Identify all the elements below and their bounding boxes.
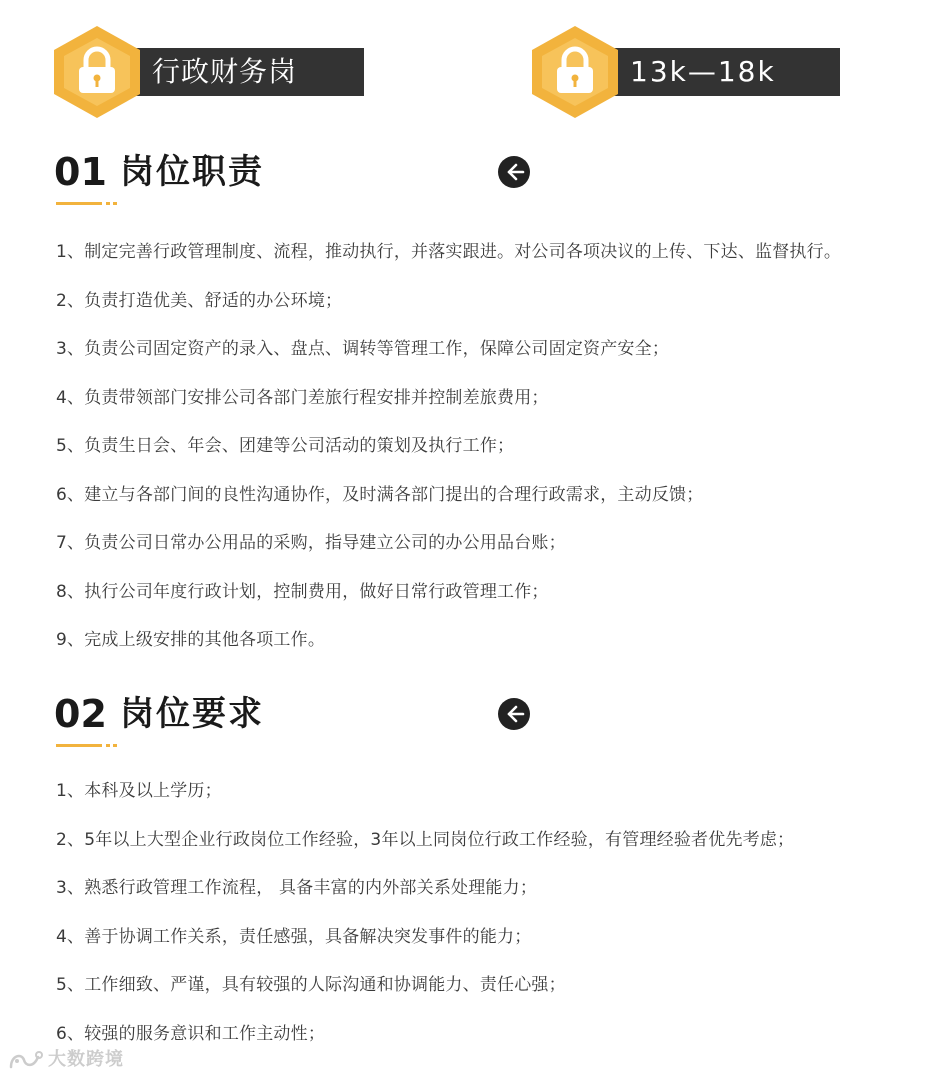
watermark-logo-icon [8,1049,44,1071]
list-item: 3、负责公司固定资产的录入、盘点、调转等管理工作，保障公司固定资产安全； [56,339,670,359]
job-title: 行政财务岗 [132,48,364,96]
list-item: 2、负责打造优美、舒适的办公环境； [56,290,343,311]
arrow-left-circle-icon [498,698,530,730]
list-item: 6、较强的服务意识和工作主动性； [56,1023,326,1044]
section-title: 岗位职责 [120,152,264,192]
section-number: 02 [54,692,107,736]
section-number: 01 [54,150,107,194]
list-item: 8、执行公司年度行政计划，控制费用，做好日常行政管理工作； [56,581,549,602]
section-underline [56,744,102,747]
list-item: 1、本科及以上学历； [56,781,222,801]
list-item: 5、负责生日会、年会、团建等公司活动的策划及执行工作； [56,436,515,456]
list-item: 4、善于协调工作关系，责任感强，具备解决突发事件的能力； [56,926,532,947]
section-heading-requirements [54,692,554,752]
list-item: 1、制定完善行政管理制度、流程，推动执行，并落实跟进。对公司各项决议的上传、下达、监督执行。 [56,242,842,262]
list-item: 7、负责公司日常办公用品的采购，指导建立公司的办公用品台账； [56,533,566,553]
requirements-list [56,779,926,1070]
section-underline [56,202,102,205]
section-title: 岗位要求 [120,694,264,734]
watermark [8,1047,148,1075]
responsibilities-list [56,240,926,677]
list-item: 5、工作细致、严谨，具有较强的人际沟通和协调能力、责任心强； [56,975,566,995]
list-item: 6、建立与各部门间的良性沟通协作，及时满各部门提出的合理行政需求，主动反馈； [56,484,704,505]
salary-badge [530,24,840,120]
underline-dot [113,744,117,747]
list-item: 4、负责带领部门安排公司各部门差旅行程安排并控制差旅费用； [56,387,549,408]
list-item: 9、完成上级安排的其他各项工作。 [56,630,326,650]
list-item: 2、5年以上大型企业行政岗位工作经验，3年以上同岗位行政工作经验，有管理经验者优先考虑； [56,829,795,850]
salary: 13k—18k [610,48,840,96]
job-title-badge [52,24,364,120]
list-item: 3、熟悉行政管理工作流程， 具备丰富的内外部关系处理能力； [56,878,538,898]
watermark-text: 大数跨境 [48,1049,124,1070]
lock-icon [530,24,620,120]
section-heading-responsibilities [54,150,554,210]
arrow-left-circle-icon [498,156,530,188]
lock-icon [52,24,142,120]
underline-dot [113,202,117,205]
underline-dot [106,202,110,205]
underline-dot [106,744,110,747]
